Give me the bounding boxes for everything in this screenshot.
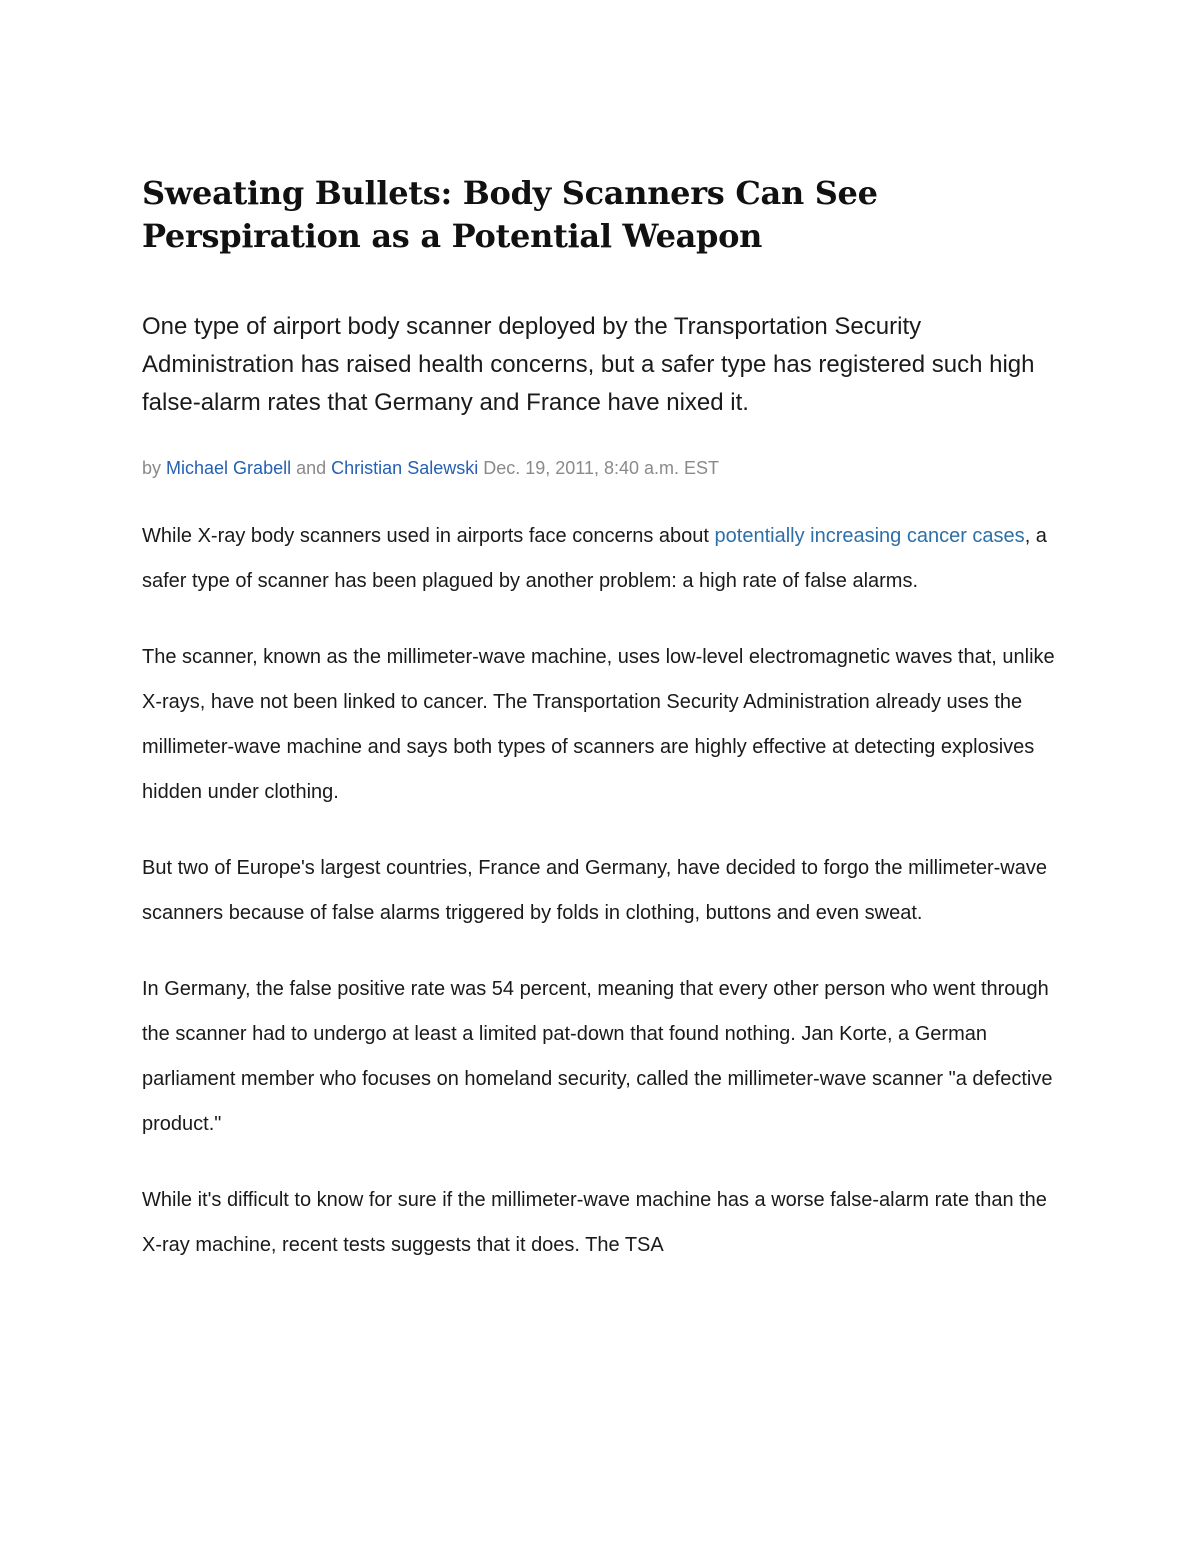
body-paragraph-5: While it's difficult to know for sure if the millimeter-wave machine has a worse false-alarm rate than the X-ray machine, recent tests suggests that it does. The TSA	[142, 1189, 1047, 1256]
author-link-michael-grabell[interactable]: Michael Grabell	[166, 458, 292, 478]
byline	[142, 455, 1072, 481]
body-paragraph-1	[142, 514, 1072, 604]
article-dek: One type of airport body scanner deployed by the Transportation Security Administration has raised health concerns, but a safer type has registered such high false-alarm rates that Germany and France have nixed it.	[142, 313, 1035, 416]
byline-conjunction: and	[296, 458, 327, 478]
article	[142, 172, 1072, 1268]
paragraph-text: , a safer type of scanner has been plagued by another problem: a high rate of false alarms.	[142, 525, 1047, 592]
article-body	[142, 514, 1072, 1268]
author-link-christian-salewski[interactable]: Christian Salewski	[331, 458, 479, 478]
publish-date: Dec. 19, 2011, 8:40 a.m. EST	[483, 458, 720, 478]
body-paragraph-3: But two of Europe's largest countries, France and Germany, have decided to forgo the millimeter-wave scanners because of false alarms triggered by folds in clothing, buttons and even sweat.	[142, 857, 1047, 924]
body-paragraph-2: The scanner, known as the millimeter-wave machine, uses low-level electromagnetic waves that, unlike X-rays, have not been linked to cancer. The Transportation Security Administration already uses the millimeter-wave machine and says both types of scanners are highly effective at detecting explosives hidden under clothing.	[142, 646, 1055, 803]
article-headline: Sweating Bullets: Body Scanners Can See Perspiration as a Potential Weapon	[142, 174, 878, 255]
byline-prefix: by	[142, 458, 162, 478]
paragraph-text: While X-ray body scanners used in airports face concerns about	[142, 525, 715, 547]
body-paragraph-4: In Germany, the false positive rate was 54 percent, meaning that every other person who went through the scanner had to undergo at least a limited pat-down that found nothing. Jan Korte, a German parliament member who focuses on homeland security, called the millimeter-wave scanner "a defective product."	[142, 978, 1053, 1135]
cancer-cases-link[interactable]: potentially increasing cancer cases	[714, 525, 1025, 547]
